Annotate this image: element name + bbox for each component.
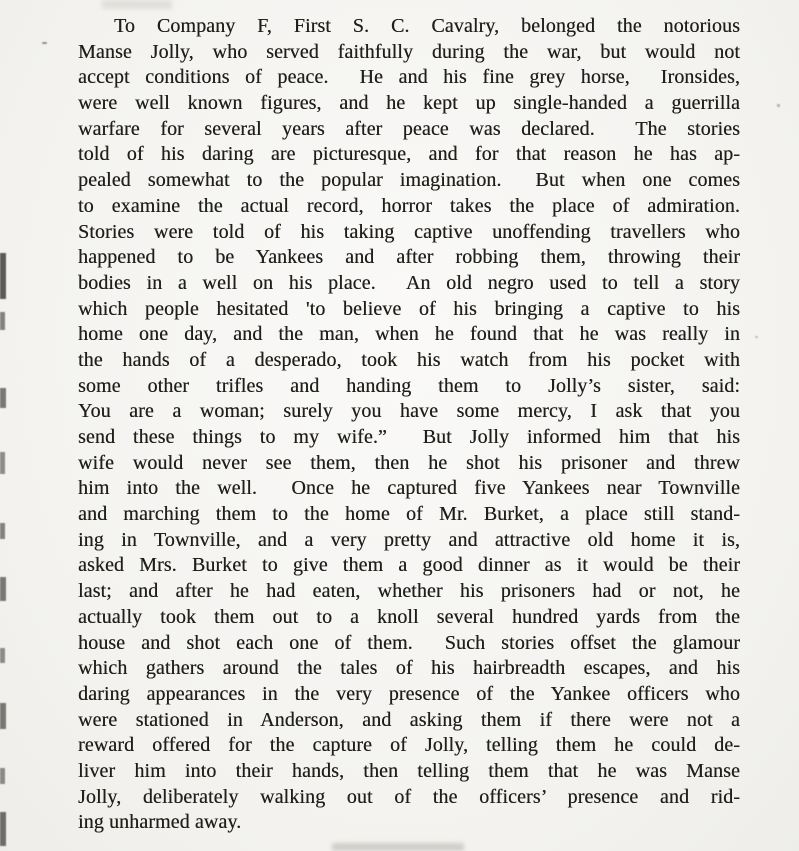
text-line: You are a woman; surely you have some mercy, I ask that you bbox=[78, 400, 740, 423]
text-line: Stories were told of his taking captive unoffending travellers who bbox=[78, 220, 740, 243]
text-line: him into the well. Once he captured five Yankees near Townville bbox=[78, 477, 740, 500]
text-line: last; and after he had eaten, whether his prisoners had or not, he bbox=[78, 580, 740, 603]
text-line: asked Mrs. Burket to give them a good dinner as it would be their bbox=[78, 554, 740, 577]
scan-edge-mark bbox=[0, 523, 5, 539]
scan-edge-mark bbox=[0, 768, 5, 784]
text-line: and marching them to the home of Mr. Burket, a place still stand- bbox=[78, 503, 740, 526]
text-line: which gathers around the tales of his hairbreadth escapes, and his bbox=[78, 657, 740, 680]
scan-edge-mark bbox=[0, 703, 6, 729]
scan-edge-mark bbox=[0, 577, 6, 601]
text-line: pealed somewhat to the popular imagination. But when one comes bbox=[78, 169, 740, 192]
text-line: home one day, and the man, when he found that he was really in bbox=[78, 323, 740, 346]
text-line: bodies in a well on his place. An old negro used to tell a story bbox=[78, 271, 740, 294]
text-line: send these things to my wife.” But Jolly informed him that his bbox=[78, 426, 740, 448]
text-line: daring appearances in the very presence of the Yankee officers who bbox=[78, 682, 740, 705]
text-line: warfare for several years after peace was declared. The stories bbox=[78, 117, 740, 140]
text-line: were well known figures, and he kept up single-handed a guerrilla bbox=[78, 92, 740, 115]
scan-speck bbox=[755, 336, 758, 338]
text-line: were stationed in Anderson, and asking them if there were not a bbox=[78, 708, 740, 731]
scan-edge-mark bbox=[0, 312, 5, 330]
text-line: to examine the actual record, horror takes the place of admiration. bbox=[78, 194, 740, 217]
scan-speck bbox=[42, 42, 47, 44]
text-line: reward offered for the capture of Jolly, telling them he could de- bbox=[78, 734, 740, 757]
text-line: To Company F, First S. C. Cavalry, belonged the notorious bbox=[114, 15, 740, 37]
text-line: Manse Jolly, who served faithfully during the war, but would not bbox=[78, 40, 740, 63]
text-line: ing in Townville, and a very pretty and attractive old home it is, bbox=[78, 528, 740, 551]
body-text-paragraph bbox=[78, 14, 740, 836]
scan-edge-mark bbox=[0, 388, 6, 408]
text-line: house and shot each one of them. Such stories offset the glamour bbox=[78, 631, 740, 654]
text-line: which people hesitated 'to believe of his bringing a captive to his bbox=[78, 297, 740, 320]
text-line: ing unharmed away. bbox=[78, 811, 242, 834]
scan-speck bbox=[777, 104, 780, 107]
text-line: some other trifles and handing them to Jolly’s sister, said: bbox=[78, 374, 740, 397]
top-edge-smudge bbox=[102, 0, 172, 9]
scan-edge-mark bbox=[0, 812, 6, 846]
scan-edge-mark bbox=[0, 452, 5, 474]
text-line: actually took them out to a knoll several hundred yards from the bbox=[78, 605, 740, 628]
text-line: told of his daring are picturesque, and for that reason he has ap- bbox=[78, 143, 740, 166]
text-line: wife would never see them, then he shot his prisoner and threw bbox=[78, 451, 740, 474]
text-line: the hands of a desperado, took his watch from his pocket with bbox=[78, 348, 740, 371]
text-line: accept conditions of peace. He and his fine grey horse, Ironsides, bbox=[78, 66, 740, 89]
text-line: happened to be Yankees and after robbing them, throwing their bbox=[78, 246, 740, 269]
scan-edge-mark bbox=[0, 253, 6, 299]
text-line: Jolly, deliberately walking out of the officers’ presence and rid- bbox=[78, 785, 740, 808]
bottom-cropped-text-smudge bbox=[332, 843, 464, 851]
scan-edge-mark bbox=[0, 648, 5, 663]
text-line: liver him into their hands, then telling them that he was Manse bbox=[78, 759, 740, 782]
